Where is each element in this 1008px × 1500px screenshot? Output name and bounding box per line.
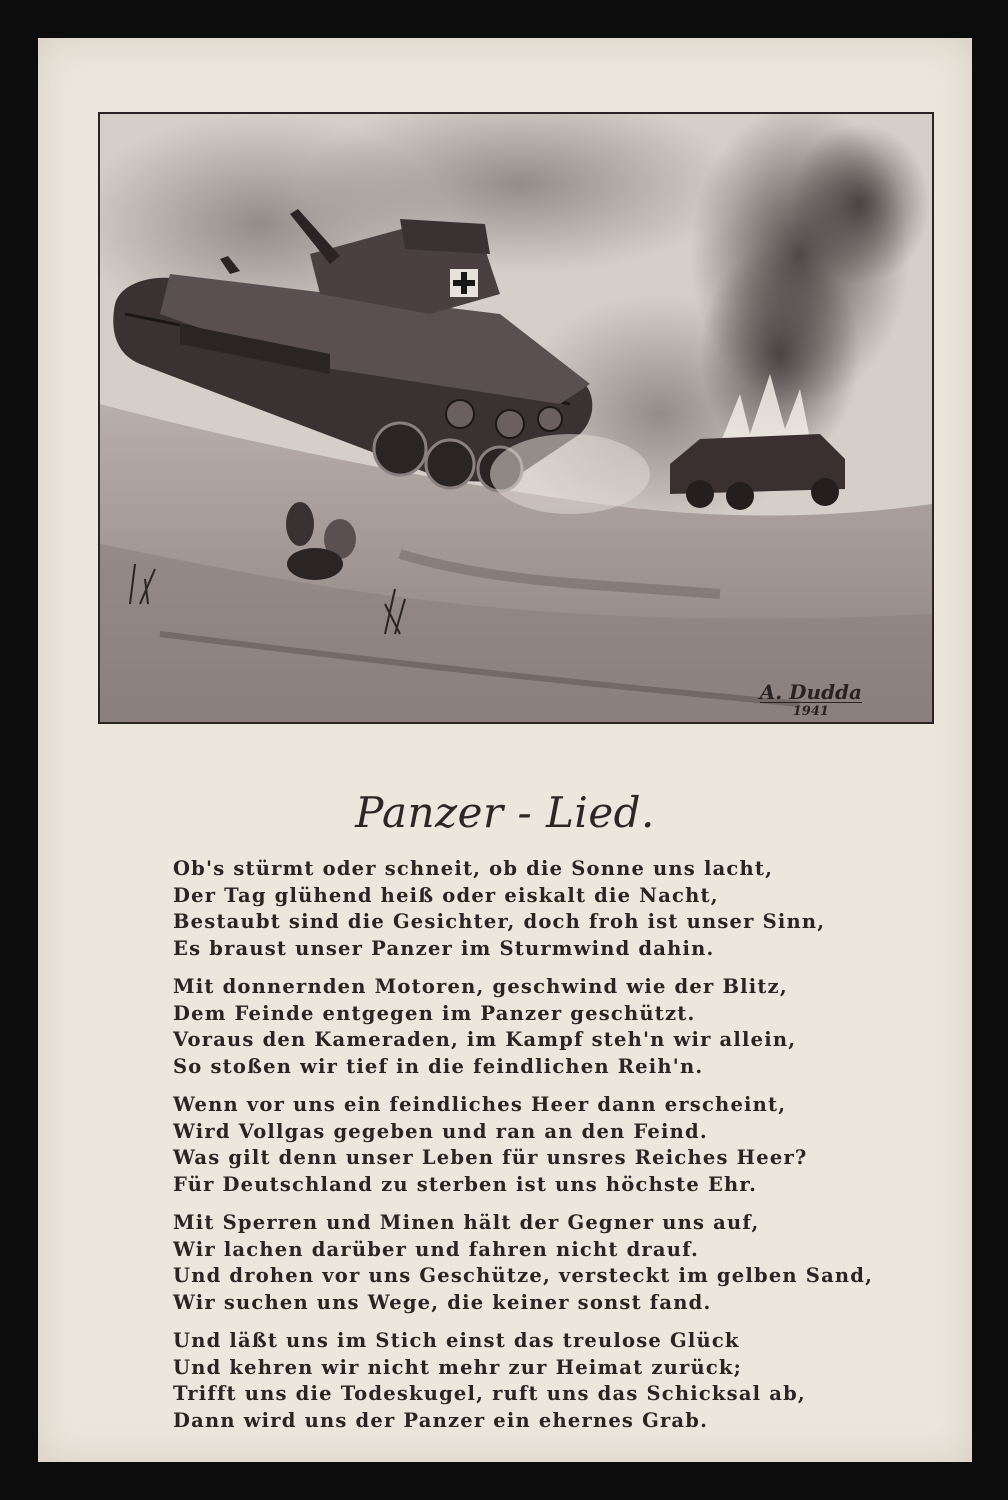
lyric-line: Und läßt uns im Stich einst das treulose Glück [173,1329,740,1352]
lyric-line: Wenn vor uns ein feindliches Heer dann erscheint, [173,1093,787,1116]
stanza-1 [173,856,893,962]
postcard [38,38,972,1462]
lyric-line: Wir suchen uns Wege, die keiner sonst fand. [173,1290,712,1314]
stanza-3 [173,1092,893,1198]
song-title: Panzer - Lied. [355,788,655,837]
lyric-line: Dann wird uns der Panzer ein ehernes Grab. [173,1408,709,1432]
stanza-4 [173,1210,893,1316]
lyric-line: Wir lachen darüber und fahren nicht drauf. [173,1237,699,1261]
lyric-line: Bestaubt sind die Gesichter, doch froh ist unser Sinn, [173,910,826,933]
lyric-line: Und kehren wir nicht mehr zur Heimat zurück; [173,1355,743,1379]
lyric-line: Dem Feinde entgegen im Panzer geschützt. [173,1001,696,1025]
signature-year: 1941 [760,702,862,718]
artist-signature [760,682,862,718]
lyric-line: Es braust unser Panzer im Sturmwind dahin. [173,936,715,960]
lyric-line: Für Deutschland zu sterben ist uns höchste Ehr. [173,1172,758,1196]
illustration-drawing [100,114,932,722]
lyric-line: Mit Sperren und Minen hält der Gegner uns auf, [173,1211,760,1234]
lyric-line: Ob's stürmt oder schneit, ob die Sonne uns lacht, [173,857,774,880]
lyric-line: Mit donnernden Motoren, geschwind wie der Blitz, [173,975,788,998]
stanza-5 [173,1328,893,1434]
lyric-line: Was gilt denn unser Leben für unsres Reiches Heer? [173,1146,808,1169]
lyric-line: So stoßen wir tief in die feindlichen Reih'n. [173,1054,704,1078]
lyric-line: Wird Vollgas gegeben und ran an den Feind. [173,1119,708,1143]
song-lyrics [173,856,893,1446]
lyric-line: Voraus den Kameraden, im Kampf steh'n wir allein, [173,1028,797,1051]
stanza-2 [173,974,893,1080]
tank-battle-illustration [98,112,934,724]
lyric-line: Trifft uns die Todeskugel, ruft uns das Schicksal ab, [173,1382,806,1405]
signature-name: A. Dudda [759,680,862,704]
lyric-line: Der Tag glühend heiß oder eiskalt die Nacht, [173,883,719,907]
lyric-line: Und drohen vor uns Geschütze, versteckt im gelben Sand, [173,1264,874,1287]
